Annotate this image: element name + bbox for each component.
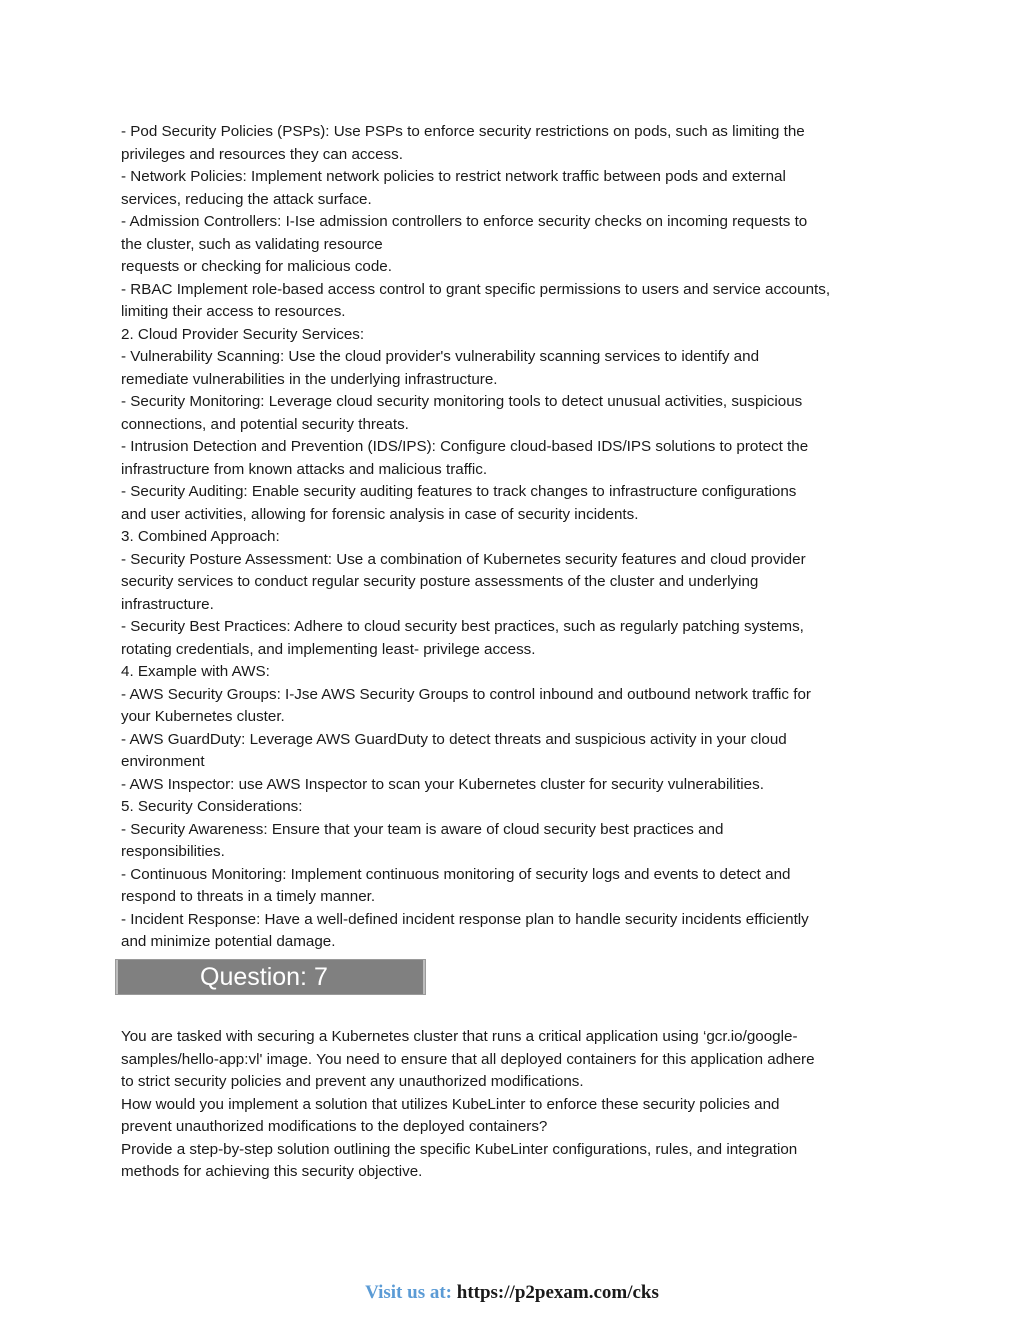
body-line: - Incident Response: Have a well-defined incident response plan to handle security incidents efficiently xyxy=(121,910,809,928)
body-line: connections, and potential security threats. xyxy=(121,415,409,433)
body-line: - Vulnerability Scanning: Use the cloud provider's vulnerability scanning services to identify and xyxy=(121,348,760,365)
question-line: How would you implement a solution that utilizes KubeLinter to enforce these security policies and xyxy=(121,1095,780,1113)
body-line: - Security Posture Assessment: Use a combination of Kubernetes security features and cloud provider xyxy=(121,550,806,568)
footer-url-link[interactable]: https://p2pexam.com/cks xyxy=(456,1282,659,1303)
body-line: - Security Awareness: Ensure that your team is aware of cloud security best practices and xyxy=(121,820,724,838)
body-line: - Pod Security Policies (PSPs): Use PSPs to enforce security restrictions on pods, such as limiting the xyxy=(121,123,805,140)
body-line: environment xyxy=(121,753,205,770)
body-line: - Continuous Monitoring: Implement continuous monitoring of security logs and events to detect and xyxy=(121,865,791,883)
body-line: requests or checking for malicious code. xyxy=(121,258,392,275)
body-line: - AWS Security Groups: I-Jse AWS Security Groups to control inbound and outbound network traffic for xyxy=(121,685,811,703)
body-line: - Security Monitoring: Leverage cloud security monitoring tools to detect unusual activities, suspicious xyxy=(121,393,803,410)
body-line: your Kubernetes cluster. xyxy=(121,708,285,725)
body-line: and minimize potential damage. xyxy=(121,933,336,950)
section-heading: 4. Example with AWS: xyxy=(121,663,270,680)
body-line: - RBAC Implement role-based access control to grant specific permissions to users and service accounts, xyxy=(121,280,831,298)
body-line: - Admission Controllers: I-Ise admission controllers to enforce security checks on incoming requests to xyxy=(121,213,808,230)
body-line: rotating credentials, and implementing least- privilege access. xyxy=(121,640,536,658)
section-heading: 3. Combined Approach: xyxy=(121,528,280,545)
footer-label: Visit us at: xyxy=(365,1282,452,1303)
question-header-bar xyxy=(115,959,426,995)
body-line: - Network Policies: Implement network policies to restrict network traffic between pods and external xyxy=(121,168,786,185)
body-line: the cluster, such as validating resource xyxy=(121,235,383,253)
body-line: infrastructure. xyxy=(121,595,214,613)
question-line: prevent unauthorized modifications to the deployed containers? xyxy=(121,1118,548,1135)
body-line: limiting their access to resources. xyxy=(121,303,346,320)
question-line: You are tasked with securing a Kubernetes cluster that runs a critical application using ‘gcr.io/google- xyxy=(121,1028,798,1045)
body-line: - Security Auditing: Enable security auditing features to track changes to infrastructure configurations xyxy=(121,483,797,500)
body-line: remediate vulnerabilities in the underlying infrastructure. xyxy=(121,370,498,388)
page-footer xyxy=(0,1281,1024,1305)
question-title: Question: 7 xyxy=(200,963,328,991)
body-line: infrastructure from known attacks and malicious traffic. xyxy=(121,460,488,478)
section-heading: 5. Security Considerations: xyxy=(121,798,303,815)
body-line: and user activities, allowing for forensic analysis in case of security incidents. xyxy=(121,505,639,523)
body-line: - Intrusion Detection and Prevention (IDS/IPS): Configure cloud-based IDS/IPS solutions to protect the xyxy=(121,438,809,455)
question-line: samples/hello-app:vl' image. You need to ensure that all deployed containers for this application adhere xyxy=(121,1050,815,1068)
body-line: security services to conduct regular security posture assessments of the cluster and underlying xyxy=(121,573,759,590)
body-line: respond to threats in a timely manner. xyxy=(121,888,376,905)
body-line: responsibilities. xyxy=(121,843,225,860)
body-line: - Security Best Practices: Adhere to cloud security best practices, such as regularly patching systems, xyxy=(121,618,804,635)
body-text xyxy=(121,121,911,954)
body-line: services, reducing the attack surface. xyxy=(121,190,372,208)
question-text xyxy=(121,1026,911,1184)
body-line: - AWS Inspector: use AWS Inspector to scan your Kubernetes cluster for security vulnerabilities. xyxy=(121,775,764,793)
body-line: - AWS GuardDuty: Leverage AWS GuardDuty to detect threats and suspicious activity in your cloud xyxy=(121,730,787,748)
section-heading: 2. Cloud Provider Security Services: xyxy=(121,325,365,343)
question-line: Provide a step-by-step solution outlining the specific KubeLinter configurations, rules, and integration xyxy=(121,1140,798,1158)
body-line: privileges and resources they can access. xyxy=(121,145,403,163)
question-line: methods for achieving this security objective. xyxy=(121,1163,423,1180)
question-line: to strict security policies and prevent any unauthorized modifications. xyxy=(121,1073,584,1090)
